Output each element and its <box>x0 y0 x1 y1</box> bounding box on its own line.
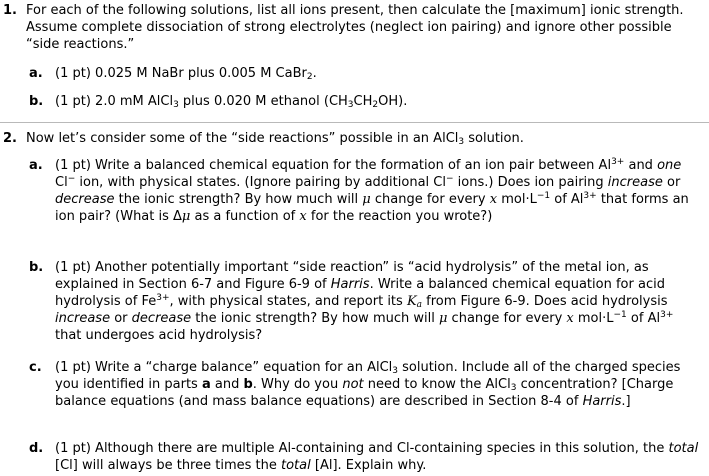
section-divider <box>0 122 709 123</box>
question-1-part-a <box>29 65 701 82</box>
question-1 <box>0 2 700 53</box>
question-2-part-a <box>29 157 701 225</box>
question-text: For each of the following solutions, list all ions present, then calculate the [maximum] ionic strength. Assume complete dissociation of strong electrolytes (neglect ion pairing) and ignore other possible “side reactions.” <box>26 3 684 52</box>
part-label: a. <box>29 66 43 81</box>
part-label: a. <box>29 158 43 173</box>
question-text: Now let’s consider some of the “side reactions” possible in an AlCl$_3$ solution. <box>26 131 524 147</box>
part-label: b. <box>29 260 44 275</box>
part-text: (1 pt) Write a “charge balance” equation for an AlCl$_3$ solution. Include all of the charged species you identified in parts a and b. Why do you not need to know the AlCl$_3$ concentration? [Charge balance equations (and mass balance equations) are described in Section 8-4 of Harris.] <box>55 360 681 409</box>
question-number: 2. <box>3 131 17 146</box>
question-number: 1. <box>3 3 17 18</box>
part-text: (1 pt) Although there are multiple Al-containing and Cl-containing species in this solution, the total [Cl] will always be three times the total [Al]. Explain why. <box>55 441 699 473</box>
question-2-part-d <box>29 440 701 474</box>
part-label: b. <box>29 94 44 109</box>
part-text: (1 pt) Another potentially important “side reaction” is “acid hydrolysis” of the metal ion, as explained in Section 6-7 and Figure 6-9 of Harris. Write a balanced chemical equation for acid hydrolysis of $Fe^{3+}$, with physical states, and report its $K_a$ from Figure 6-9. Does acid hydrolysis increase or decrease the ionic strength? By how much will μ change for every x $mol\cdot L^{-1}$ of $Al^{3+}$ that undergoes acid hydrolysis? <box>55 260 674 343</box>
part-text: (1 pt) Write a balanced chemical equation for the formation of an ion pair between $Al^{3+}$ and one Cl− ion, with physical states. (Ignore pairing by additional Cl− ions.) Does ion pairing increase or decrease the ionic strength? By how much will μ change for every x $mol\cdot L^{-1}$ of $Al^{3+}$ that forms an ion pair? (What is Δμ as a function of x for the reaction you wrote?) <box>55 157 689 224</box>
question-1-part-b <box>29 93 701 110</box>
question-2-part-c <box>29 359 701 410</box>
part-label: c. <box>29 360 42 375</box>
question-2-part-b <box>29 259 701 344</box>
part-label: d. <box>29 441 44 456</box>
part-text: (1 pt) 2.0 mM AlCl$_3$ plus 0.020 M ethanol $(CH_3CH_2OH)$. <box>55 94 408 110</box>
question-2 <box>0 130 700 147</box>
part-text: (1 pt) 0.025 M NaBr plus 0.005 M CaBr$_2$. <box>55 66 317 82</box>
